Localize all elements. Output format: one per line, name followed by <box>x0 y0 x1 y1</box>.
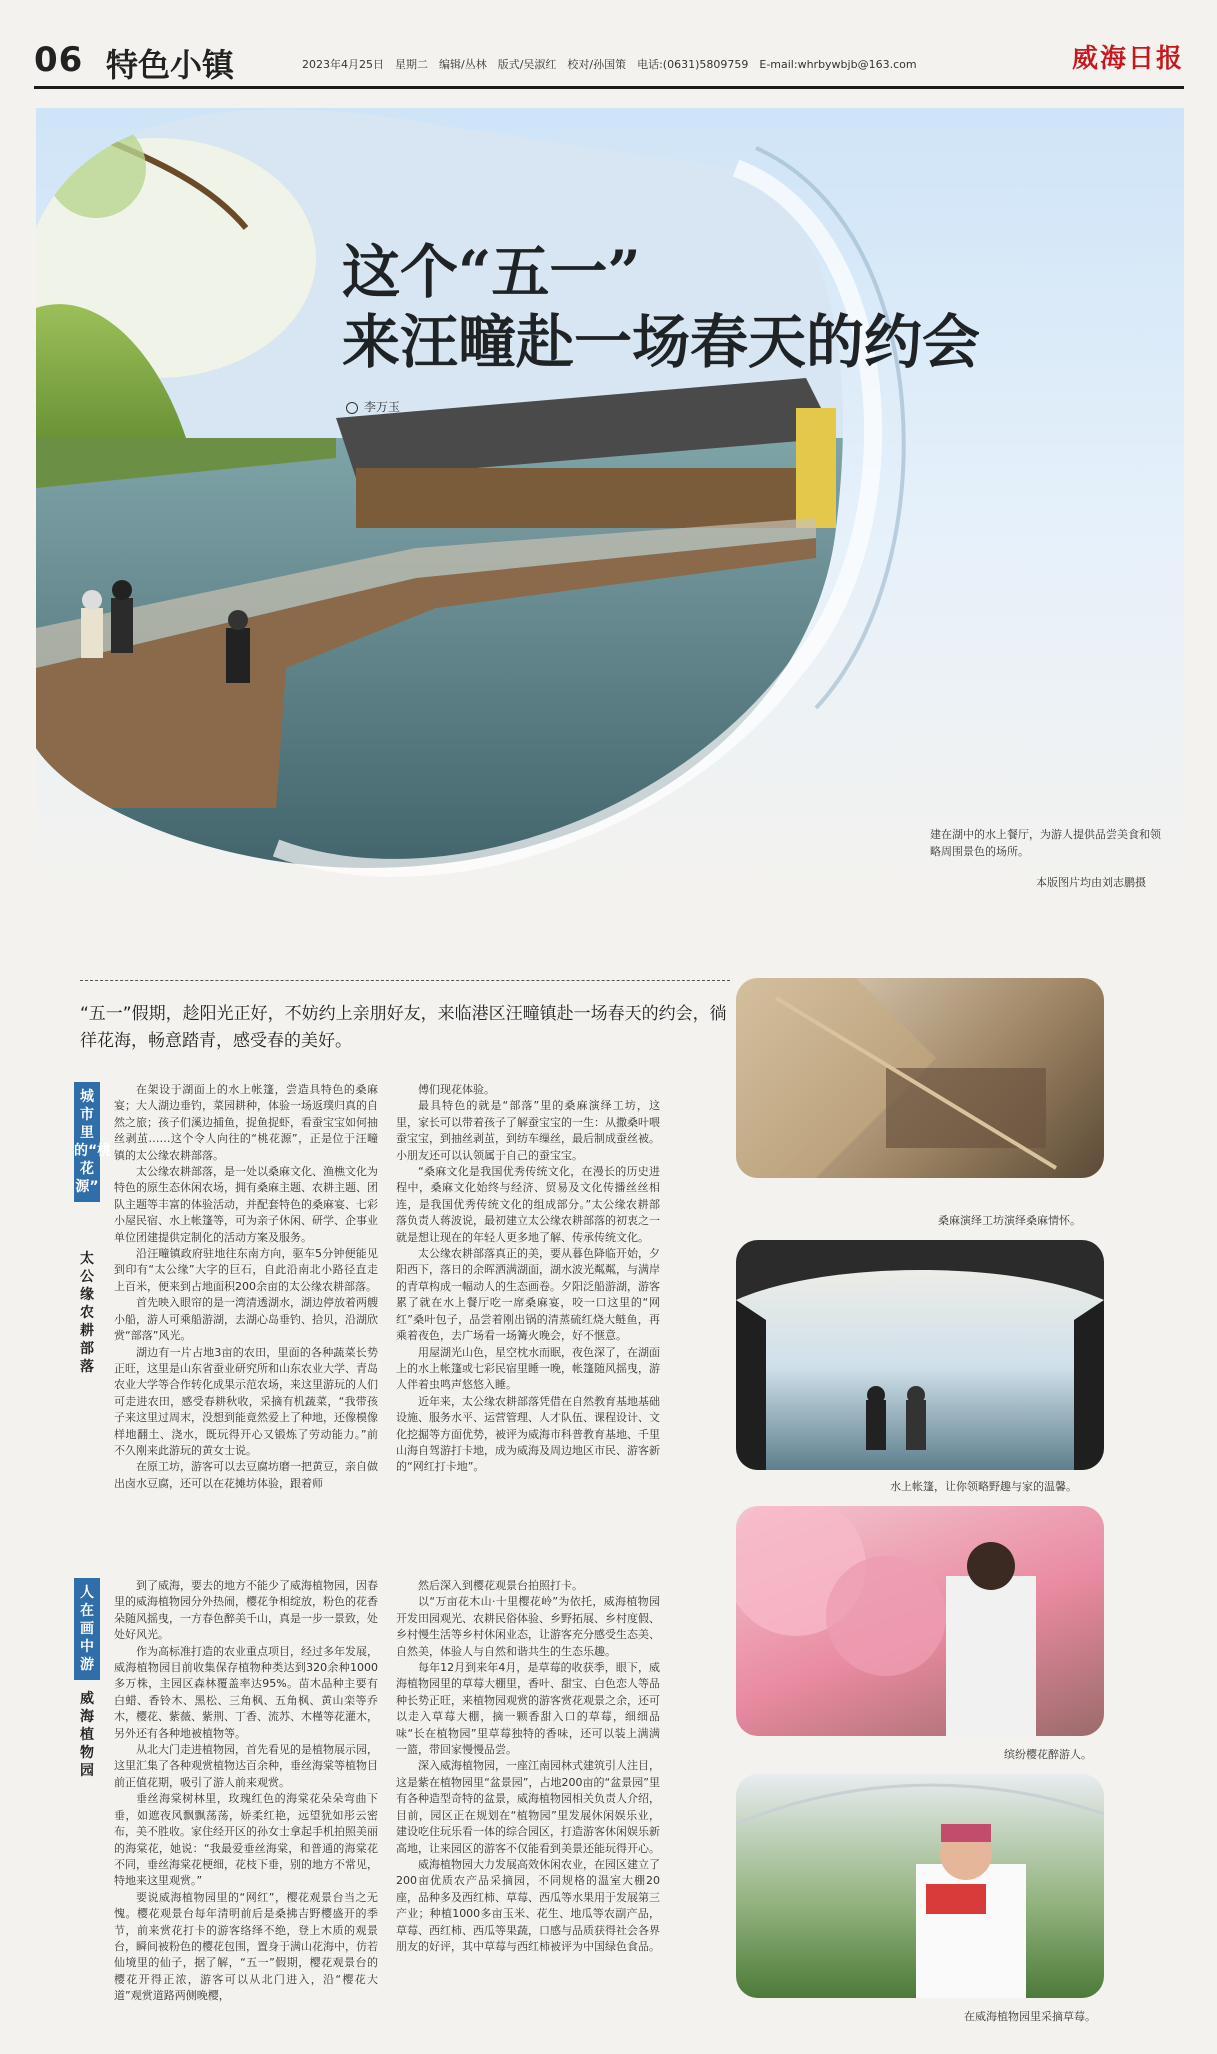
paragraph: 然后深入到樱花观景台拍照打卡。 <box>418 1579 583 1592</box>
issue-meta: 2023年4月25日 星期二 编辑/丛林 版式/吴淑红 校对/孙国策 电话:(0631)5809759 E-mail:whrbywbjb@163.com <box>302 58 917 71</box>
blossom-illustration <box>736 1506 1104 1736</box>
photo-tent-view <box>736 1240 1104 1470</box>
hero-photo <box>36 108 1184 908</box>
photo-caption-3: 缤纷樱花醉游人。 <box>1004 1748 1092 1761</box>
section1-subtitle: 太公缘农耕部落 <box>80 1251 94 1375</box>
headline-line-2: 来汪疃赴一场春天的约会 <box>342 307 981 376</box>
byline-circle-icon <box>346 402 358 414</box>
lead-paragraph: “五一”假期，趁阳光正好，不妨约上亲朋好友，来临港区汪疃镇赴一场春天的约会，徜徉花海，畅意踏青，感受春的美好。 <box>80 980 730 1055</box>
paragraph: 深入威海植物园，一座江南园林式建筑引人注目，这是紫在植物园里“盆景园”，占地200亩的“盆景园”里有各种造型奇特的盆景，威海植物园相关负责人介绍，目前，园区正在规划在“植物园”里发展休闲娱乐业，建设吃住玩乐看一体的综合园区，打造游客休闲娱乐新高地，让来园区的游客不仅能看到美景还能玩得开心。 <box>396 1759 660 1855</box>
paragraph: 从北大门走进植物园，首先看见的是植物展示园，这里汇集了各种观赏植物达百余种，垂丝海棠等植物目前正值花期，吸引了游人前来观赏。 <box>114 1743 378 1789</box>
workshop-illustration <box>736 978 1104 1178</box>
tent-illustration <box>736 1240 1104 1470</box>
paragraph: 沿汪疃镇政府驻地往东南方向，驱车5分钟便能见到印有“太公缘”大字的巨石，自此沿南北小路径直走上百米，便来到占地面积200余亩的太公缘农耕部落。 <box>114 1247 378 1293</box>
paragraph: 近年来，太公缘农耕部落凭借在自然教育基地基础设施、服务水平、运营管理、人才队伍、课程设计、文化挖掘等方面优势，被评为威海市科普教育基地、千里山海自驾游打卡地，成为威海及周边地区市民、游客新的“网红打卡地”。 <box>396 1394 660 1474</box>
page-number: 06 <box>34 40 84 80</box>
section1-column-2 <box>396 1082 660 1476</box>
photo-caption-4: 在威海植物园里采摘草莓。 <box>964 2010 1096 2023</box>
section2-tag: 人在画中游 <box>74 1578 100 1680</box>
headline <box>342 238 980 377</box>
paragraph: 傅们现花体验。 <box>418 1083 495 1096</box>
paragraph: 以“万亩花木山·十里樱花岭”为依托，威海植物园开发田园观光、农耕民俗体验、乡野拓展、乡村度假、乡村慢生活等乡村休闲业态，让游客充分感受生态美、自然美，体验人与自然和谐共生的生态乐趣。 <box>396 1595 660 1658</box>
paragraph: 太公缘农耕部落真正的美，要从暮色降临开始，夕阳西下，落日的余晖洒满湖面，湖水波光粼粼，与满岸的青草构成一幅动人的生态画卷。夕阳泛船游湖，游客累了就在水上餐厅吃一席桑麻宴，咬一口这里的“网红”桑叶包子，品尝着刚出锅的清蒸硫红烧大鲢鱼，再乘着夜色，去广场看一场篝火晚会，好不惬意。 <box>396 1247 660 1343</box>
photo-credit: 本版图片均由刘志鹏摄 <box>1036 876 1146 889</box>
paragraph: 用屋湖光山色，星空枕水而眠，夜色深了，在湖面上的水上帐篷或七彩民宿里睡一晚，帐篷随风摇曳，游人伴着虫鸣声悠悠入睡。 <box>396 1345 660 1392</box>
paragraph: 作为高标准打造的农业重点项目，经过多年发展，威海植物园目前收集保存植物种类达到320余种1000多万株，主园区森林覆盖率达95%。苗木品种主要有白蜡、香铃木、黑松、三角枫、五角枫、黄山栾等乔木，樱花、紫薇、紫荆、丁香、流苏、木槿等花灌木，另外还有各种地被植物等。 <box>114 1644 378 1740</box>
photo-caption-2: 水上帐篷，让你领略野趣与家的温馨。 <box>890 1480 1077 1493</box>
paragraph: 湖边有一片占地3亩的农田，里面的各种蔬菜长势正旺，这里是山东省蚕业研究所和山东农业大学、青岛农业大学等合作转化成果示范农场，来这里游玩的人们可走进农田，感受春耕秋收，采摘有机蔬菜，“我带孩子来这里过周末，没想到能竟然爱上了种地，还像模像样地翻土、浇水，既玩得开心又锻炼了劳动能力。”前不久刚来此游玩的黄女士说。 <box>114 1345 378 1457</box>
byline <box>346 398 400 415</box>
section2-column-2 <box>396 1578 660 1955</box>
paragraph: 最具特色的就是“部落”里的桑麻演绎工坊，这里，家长可以带着孩子了解蚕宝宝的一生：从撒桑叶喂蚕宝宝，到抽丝剥茧，到纺车缫丝，最后制成蚕丝被。小朋友还可以认领属于自己的蚕宝宝。 <box>396 1099 660 1162</box>
section2-column-1 <box>114 1578 378 2005</box>
hero-illustration <box>36 108 1184 908</box>
paragraph: 威海植物园大力发展高效休闲农业，在园区建立了200亩优质农产品采摘园，不同规格的温室大棚20座，品种多及西红柿、草莓、西瓜等水果用于发展第三产业；种植1000多亩玉米、花生、地瓜等农副产品，草莓、西红柿、西瓜等果蔬，口感与品质获得社会各界朋友的好评，其中草莓与西红柿被评为中国绿色食品。 <box>396 1857 660 1953</box>
photo-strawberry-picking <box>736 1774 1104 1998</box>
hero-caption: 建在湖中的水上餐厅，为游人提供品尝美食和领略周围景色的场所。 <box>930 828 1161 858</box>
photo-caption-1: 桑麻演绎工坊演绎桑麻情怀。 <box>938 1214 1081 1227</box>
photo-silk-workshop <box>736 978 1104 1178</box>
photo-cherry-blossom <box>736 1506 1104 1736</box>
paragraph: 每年12月到来年4月，是草莓的收获季，眼下，威海植物园里的草莓大棚里，香叶、甜宝、白色恋人等品种长势正旺，来植物园观赏的游客赏花观景之余，还可以走入草莓大棚，摘一颗香甜入口的草莓，细细品味“长在植物园”里草莓独特的香味，还可以装上满满一篮，带回家慢慢品尝。 <box>396 1661 660 1757</box>
section1-column-1 <box>114 1082 378 1492</box>
section2-subtitle: 威海植物园 <box>80 1691 94 1779</box>
paragraph: 要说威海植物园里的“网红”，樱花观景台当之无愧。樱花观景台每年清明前后是桑拂吉野樱盛开的季节，前来赏花打卡的游客络绎不绝，登上木质的观景台，瞬间被粉色的樱花包围，置身于满山花海中，仿若仙境里的仙子，据了解，“五一”假期，樱花观景台的樱花开得正浓，游客可以从北门进入，沿“樱花大道”观赏道路两侧晚樱， <box>114 1890 378 2003</box>
headline-line-1: 这个“五一” <box>342 238 641 306</box>
author-name: 李万玉 <box>364 400 401 414</box>
paragraph: 垂丝海棠树林里，玫瑰红色的海棠花朵朵弯曲下垂，如遮夜风飘飘荡荡，娇柔红艳，远望犹如彤云密布，美不胜收。家住经开区的孙女士拿起手机拍照美丽的海棠花，她说：“我最爱垂丝海棠，和普通的海棠花不同，垂丝海棠花梗细，花枝下垂，别的地方不常见，特地来这里观赏。” <box>114 1792 378 1888</box>
page-header <box>34 34 1184 89</box>
strawberry-illustration <box>736 1774 1104 1998</box>
paragraph: 在架设于湖面上的水上帐篷，尝造具特色的桑麻宴；大人湖边垂钓，菜园耕种，体验一场返璞归真的自然之旅；孩子们溪边捕鱼，捉鱼捉虾，看蚕宝宝如何抽丝剥茧……这个令人向往的“桃花源”，正是位于汪疃镇的太公缘农耕部落。 <box>114 1083 378 1162</box>
section-title: 特色小镇 <box>106 46 235 84</box>
section1-tag: 城市里的“桃花源” <box>74 1082 100 1202</box>
paragraph: 在原工坊，游客可以去豆腐坊磨一把黄豆，亲自做出卤水豆腐，还可以在花摊坊体验，跟着师 <box>114 1460 378 1490</box>
paragraph: 太公缘农耕部落，是一处以桑麻文化、渔樵文化为特色的原生态休闲农场，拥有桑麻主题、农耕主题、团队主题等丰富的体验活动，并配套特色的桑麻宴、七彩小屋民宿、水上帐篷等，可为亲子休闲、研学、企事业单位团建提供定制化的活动方案及服务。 <box>114 1165 378 1244</box>
paragraph: 到了威海，要去的地方不能少了威海植物园，因春里的威海植物园分外热闹，樱花争相绽放，粉色的花香朵随风摇曳，一方春色醉美千山，真是一步一景致，处处好风光。 <box>114 1579 378 1642</box>
paragraph: “桑麻文化是我国优秀传统文化，在漫长的历史进程中，桑麻文化始终与经济、贸易及文化传播丝丝相连，是我国优秀传统文化的组成部分。”太公缘农耕部落负责人蒋波说，最初建立太公缘农耕部落的初衷之一就是想让现在的年轻人更多地了解、传承传统文化。 <box>396 1165 660 1244</box>
newspaper-logo: 威海日报 <box>1071 44 1184 74</box>
paragraph: 首先映入眼帘的是一湾清透湖水，湖边停放着两艘小船，游人可乘船游湖，去湖心岛垂钓、拾贝，沿湖欣赏“部落”风光。 <box>114 1296 378 1343</box>
